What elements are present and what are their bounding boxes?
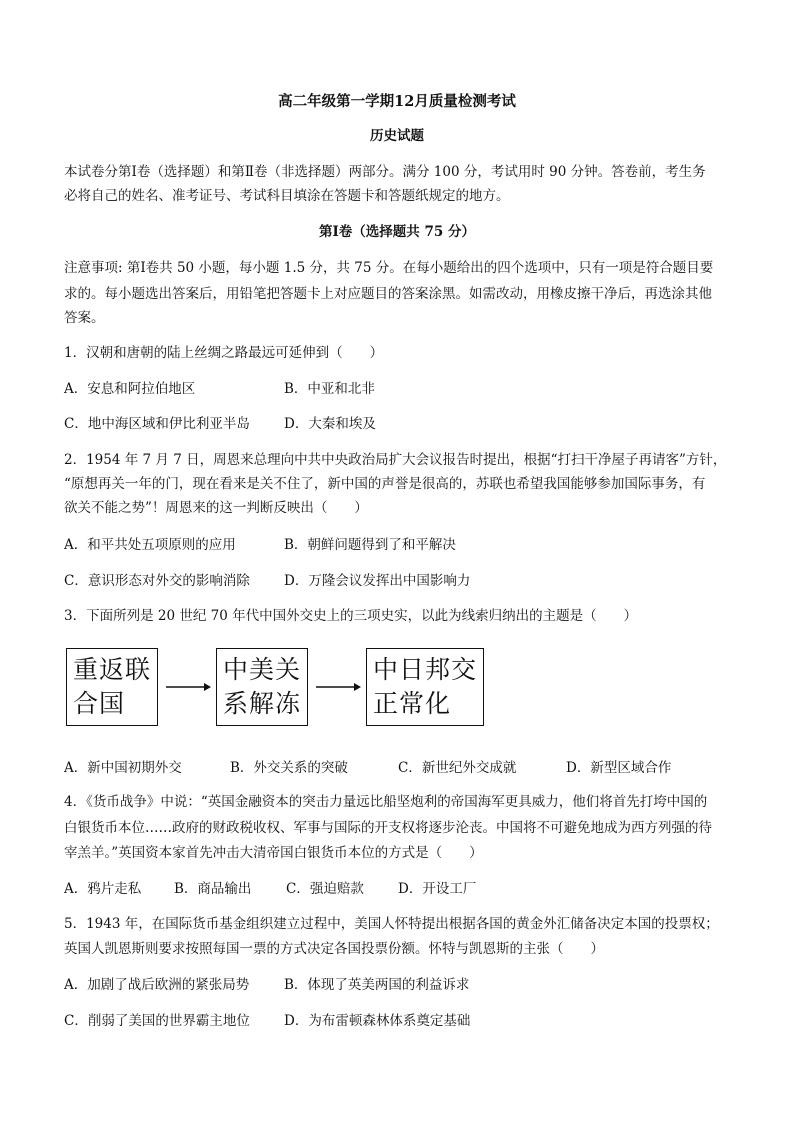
intro-line-2: 必将自己的姓名、准考证号、考试科目填涂在答题卡和答题纸规定的地方。 — [64, 188, 510, 204]
diagram-box-sino-japan — [366, 648, 484, 726]
q2-stem-line-1: 2．1954 年 7 月 7 日，周恩来总理向中共中央政治局扩大会议报告时提出，根据“打扫干净屋子再请客”方针， — [64, 452, 727, 468]
q5-option-a[interactable]: A．加剧了战后欧洲的紧张局势 — [64, 977, 250, 993]
q1-option-c[interactable]: C．地中海区域和伊比利亚半岛 — [64, 416, 250, 432]
diagram-box-sino-us-line-1: 中美关 — [223, 655, 302, 684]
q3-flow-diagram — [66, 648, 486, 730]
q4-stem-line-2: 白银货币本位……政府的财政税收权、军事与国际的开支权将逐步沦丧。中国将不可避免地成为西方列强的待 — [64, 820, 712, 836]
q2-option-c[interactable]: C．意识形态对外交的影响消除 — [64, 573, 250, 589]
subject-title: 历史试题 — [370, 128, 424, 144]
exam-title: 高二年级第一学期12月质量检测考试 — [278, 93, 516, 110]
q3-option-c[interactable]: C．新世纪外交成就 — [398, 760, 517, 776]
notes-line-2: 求的。每小题选出答案后，用铅笔把答题卡上对应题目的答案涂黑。如需改动，用橡皮擦干净后，再选涂其他 — [64, 286, 712, 302]
q2-option-d[interactable]: D．万隆会议发挥出中国影响力 — [284, 573, 471, 589]
q5-stem-line-2: 英国人凯恩斯则要求按照每国一票的方式决定各国投票份额。怀特与凯恩斯的主张（ ） — [64, 941, 604, 957]
notes-line-1: 注意事项: 第Ⅰ卷共 50 小题，每小题 1.5 分，共 75 分。在每小题给出的四个选项中，只有一项是符合题目要 — [64, 260, 714, 276]
q5-option-c[interactable]: C．削弱了美国的世界霸主地位 — [64, 1013, 250, 1029]
q2-option-a[interactable]: A．和平共处五项原则的应用 — [64, 537, 236, 553]
q3-option-b[interactable]: B．外交关系的突破 — [230, 760, 348, 776]
q4-option-d[interactable]: D．开设工厂 — [398, 881, 477, 897]
arrow-right-icon — [164, 680, 212, 694]
diagram-box-sino-japan-line-1: 中日邦交 — [373, 655, 478, 684]
q5-stem-line-1: 5．1943 年，在国际货币基金组织建立过程中，美国人怀特提出根据各国的黄金外汇储备决定本国的投票权； — [64, 916, 719, 932]
diagram-box-sino-japan-line-2: 正常化 — [373, 689, 452, 718]
q4-stem-line-1: 4．《货币战争》中说：“英国金融资本的突击力量远比船坚炮利的帝国海军更具威力，他们将首先打垮中国的 — [64, 794, 708, 810]
q1-stem: 1．汉朝和唐朝的陆上丝绸之路最远可延伸到（ ） — [64, 345, 384, 361]
q4-option-c[interactable]: C．强迫赔款 — [286, 881, 364, 897]
q4-option-a[interactable]: A．鸦片走私 — [64, 881, 142, 897]
diagram-box-un — [66, 648, 158, 726]
q3-option-a[interactable]: A．新中国初期外交 — [64, 760, 182, 776]
intro-line-1: 本试卷分第Ⅰ卷（选择题）和第Ⅱ卷（非选择题）两部分。满分 100 分，考试用时 90 分钟。答卷前，考生务 — [64, 164, 706, 180]
q1-option-d[interactable]: D．大秦和埃及 — [284, 416, 376, 432]
q3-stem: 3．下面所列是 20 世纪 70 年代中国外交史上的三项史实，以此为线索归纳出的主题是（ ） — [64, 608, 638, 624]
q1-option-b[interactable]: B．中亚和北非 — [284, 381, 375, 397]
section-heading: 第Ⅰ卷（选择题共 75 分） — [318, 224, 475, 240]
q2-stem-line-2: “原想再关一年的门，现在看来是关不住了，新中国的声誉是很高的，苏联也希望我国能够参加国际事务，有 — [64, 476, 706, 492]
notes-line-3: 答案。 — [64, 310, 105, 326]
diagram-box-sino-us — [216, 648, 308, 726]
q4-option-b[interactable]: B．商品输出 — [174, 881, 252, 897]
arrow-right-icon — [314, 680, 362, 694]
q5-option-b[interactable]: B．体现了英美两国的利益诉求 — [284, 977, 470, 993]
q1-option-a[interactable]: A．安息和阿拉伯地区 — [64, 381, 196, 397]
diagram-box-un-line-1: 重返联 — [73, 655, 152, 684]
q4-stem-line-3: 宰羔羊。”英国资本家首先冲击大清帝国白银货币本位的方式是（ ） — [64, 845, 483, 861]
q2-stem-line-3: 欲关不能之势”！周恩来的这一判断反映出（ ） — [64, 500, 368, 516]
diagram-box-un-line-2: 合国 — [73, 689, 126, 718]
q3-option-d[interactable]: D．新型区域合作 — [566, 760, 672, 776]
q2-option-b[interactable]: B．朝鲜问题得到了和平解决 — [284, 537, 456, 553]
q5-option-d[interactable]: D．为布雷顿森林体系奠定基础 — [284, 1013, 471, 1029]
diagram-box-sino-us-line-2: 系解冻 — [223, 689, 302, 718]
